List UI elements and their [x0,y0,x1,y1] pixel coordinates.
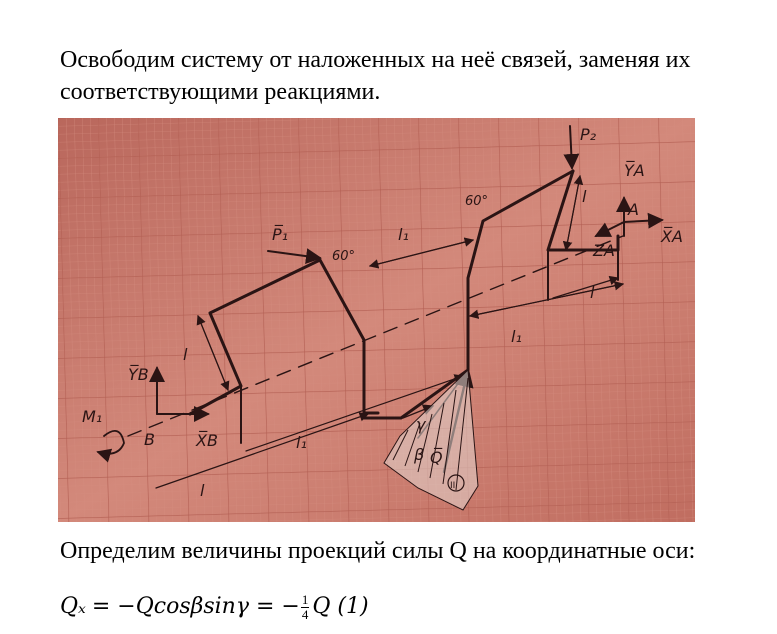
label-xa: X̅A [661,227,683,246]
label-yb: Y̅B [128,365,149,384]
label-l-top-right: l [582,187,587,206]
label-l1-bottom: l₁ [296,433,307,452]
label-za: ZA [593,241,615,260]
formula-rhs: = −Qcosβsinγ = − [91,594,300,619]
label-m1: M₁ [82,407,103,426]
intro-paragraph: Освободим систему от наложенных на неё связей, заменяя их соответствующими реакциями. [60,47,691,105]
label-circle-num: II [450,481,456,491]
label-l-bottom: l [200,481,205,500]
label-l-left: l [183,345,188,364]
label-q: Q̅ [430,448,443,467]
label-ya: Y̅A [624,161,645,180]
label-angle-60-right: 60° [465,194,489,209]
label-l1-mid: l₁ [511,327,522,346]
formula-qx [60,590,369,623]
mechanism-sketch-photo [58,118,695,522]
formula-fraction: $\frac{1}{4}$ [301,591,309,622]
label-angle-60-left: 60° [332,249,356,264]
question-paragraph: Определим величины проекций силы Q на координатные оси: [60,538,696,564]
label-p1: P̅₁ [272,225,289,244]
label-l1-top: l₁ [398,225,409,244]
formula-tail: Q (1) [312,594,369,619]
label-xb: X̅B [196,431,218,450]
label-l-right: l [590,283,595,302]
label-gamma: γ [416,415,426,434]
label-a: A [628,200,639,219]
label-beta: β [414,445,425,464]
label-p2: P₂ [580,125,597,144]
formula-lhs: Qₓ [60,594,86,619]
label-b: B [144,430,155,449]
